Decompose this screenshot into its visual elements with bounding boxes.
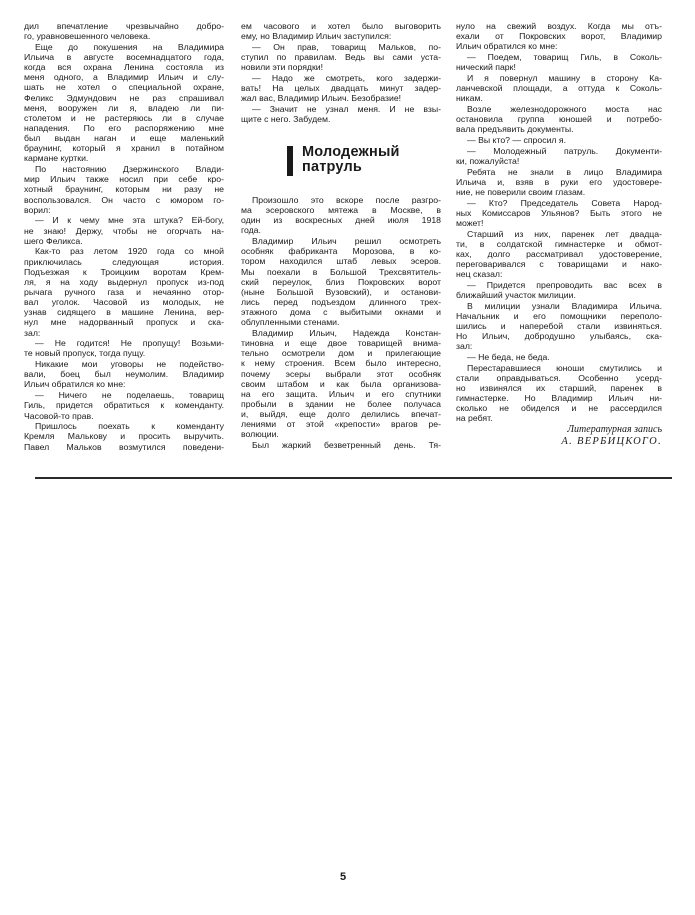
text-line: был выдан наган и еще маленький [24,133,224,144]
text-line: Ребята не знали в лицо Владимира [467,166,662,177]
text-line: ках, долго рассматривал удостоверение, [456,248,662,259]
text-line: Мы поехали в Большой Трехсвятитель- [241,266,441,277]
text-line: меня, вооружен ли я, владею ли пи- [24,102,224,113]
text-line: шего Феликса. [24,235,83,246]
text-line: те новый пропуск, тогда пущу. [24,348,146,359]
text-line: вала предъявить документы. [456,124,574,135]
text-line: Возле железнодорожного моста нас [467,103,662,114]
paragraph [24,338,224,358]
text-line: — Он прав, товарищ Мальков, по- [252,41,441,52]
article-column-3 [456,21,662,424]
text-line: своим штабом и как была организова- [241,378,441,389]
text-line: меня одного, а Владимир Ильич и слу- [24,72,224,83]
signature-caption: Литературная запись [567,424,662,435]
heading-line-2: патруль [302,159,362,175]
text-line: жал вас, Владимир Ильич. Безобразие! [241,93,402,104]
paragraph [456,229,662,280]
paragraph [456,73,662,103]
text-line: Был жаркий безветренный день. Тя- [252,440,441,451]
text-line: зал: [456,341,473,352]
text-line: — Значит не узнал меня. И не взы- [252,103,441,114]
text-line: ворил: [24,204,51,215]
text-line: волюции. [241,429,279,440]
text-line: воспользовался. Он часто с юмором го- [24,194,224,205]
text-line: года. [241,225,261,236]
text-line: вали, боец был неумолим. Владимир [24,369,224,380]
text-line: — Не беда, не беда. [467,352,550,363]
text-line: лись перед подъездом длинного трех- [241,297,441,307]
text-line: Феликс Эдмундович не раз спрашивал [24,92,224,103]
text-line: новили эти порядки! [241,62,324,73]
paragraph [456,363,662,424]
paragraph [456,301,662,352]
text-line: ступил по правилам. Ведь вы сами уста- [241,52,441,63]
text-line: Пришлось поехать к коменданту [35,421,224,432]
text-line: нический парк! [456,62,516,73]
paragraph [24,390,224,420]
text-line: Павел Мальков возмутился поведени- [24,441,224,452]
paragraph [456,104,662,134]
text-line: ланчевской площади, а оттуда к Соколь- [456,83,662,94]
text-line: В милиции узнали Владимира Ильича. [467,300,662,311]
text-line: Перестаравшиеся юноши смутились и [467,362,662,373]
text-line: на ребят. [456,413,493,424]
text-line: не знаю! Держу, чтобы не огорчать на- [24,225,224,236]
text-line: переговаривался с товарищами и нако- [456,258,662,269]
text-line: ему, но Владимир Ильич заступился: [241,31,392,42]
horizontal-divider [35,477,672,479]
text-line: к нему строения. Всем было интересно, [241,358,441,369]
text-line: — Надо же смотреть, кого задержи- [252,72,441,83]
article-column-1 [24,21,224,452]
text-line: По настоянию Дзержинского Влади- [35,164,224,175]
paragraph [241,104,441,124]
text-line: ский переулок, близ Покровских ворот [241,276,441,287]
heading-bar-ornament [287,146,293,176]
article-column-2-bottom [241,195,441,451]
text-line: мир Ильич также носил при себе кро- [24,174,224,185]
text-line: — Не годится! Не пропущу! Возьми- [35,338,224,349]
text-line: Часовой-то прав. [24,410,94,421]
text-line: — Придется препроводить вас всех в [467,279,662,290]
text-line: Подъезжая к Троицким воротам Крем- [24,266,224,277]
paragraph [24,42,224,164]
paragraph [456,52,662,72]
text-line: но извинялся их старший, паренек в [456,383,662,394]
paragraph [241,328,441,440]
text-line: — Ничего не поделаешь, товарищ [35,390,224,401]
text-line: и, выйдя, еще долго делились впечат- [241,409,441,420]
text-line: узнав сидящего в машине Ленина, вер- [24,307,224,318]
paragraph [456,280,662,300]
paragraph [241,440,441,450]
paragraph [241,21,441,41]
text-line: остановила группа юношей и потребо- [456,114,662,125]
text-line: — Поедем, товарищ Гиль, в Соколь- [467,52,662,63]
text-line: ных Комиссаров Ульянов? Быть этого не [456,207,662,218]
text-line: (ныне Большой Вузовский), и останови- [241,286,441,297]
paragraph [456,352,662,362]
paragraph [456,167,662,197]
paragraph [24,164,224,215]
text-line: — Кто? Председатель Совета Народ- [467,197,662,208]
text-line: приключилась следующая история. [24,256,224,267]
text-line: этажного дома с выбитыми окнами и [241,307,441,318]
text-line: Ильич обратился ко мне: [24,379,126,390]
text-line: может! [456,217,484,228]
text-line: рычага ручного газа и нечаянно отор- [24,287,224,298]
text-line: почему эсеры выбрали этот особняк [241,368,441,379]
text-line: хотный браунинг, которым ни разу не [24,184,224,195]
text-line: гимнастерке. Но Владимир Ильич ни- [456,393,662,404]
text-line: облупленными стенами. [241,317,340,328]
paragraph [456,135,662,145]
text-line: Но Ильич, добродушно улыбаясь, ска- [456,331,662,342]
paragraph [24,215,224,245]
text-line: один из воскресных дней июля 1918 [241,215,441,226]
page-number: 5 [340,871,347,883]
text-line: пробыли в здании не более получаса [241,399,441,409]
text-line: ля, я на ходу выдернул пропуск из-под [24,276,224,287]
text-line: Ильича и, взяв в руки его удостовере- [456,176,662,187]
text-line: вать! На целых двадцать минут задер- [241,83,441,94]
text-line: лениями от этой «крепости» врагов ре- [241,419,441,430]
text-line: нец сказал: [456,269,503,280]
text-line: дил впечатление чрезвычайно добро- [24,21,224,31]
text-line: го, уравновешенного человека. [24,31,151,42]
text-line: Владимир Ильич решил осмотреть [252,236,441,247]
text-line: вал уголок. Часовой из молодых, не [24,297,224,308]
paragraph [241,195,441,236]
text-line: Ильич обратился ко мне: [456,41,558,52]
text-line: нул мне надорванный пропуск и ска- [24,317,224,328]
text-line: Еще до покушения на Владимира [35,41,224,52]
text-line: стали оправдываться. Особенно усерд- [456,372,662,383]
text-line: тельно осмотрели дом и прилегающие [241,348,441,359]
article-column-2-top [241,21,441,125]
paragraph [24,421,224,451]
paragraph [456,146,662,166]
text-line: Владимир Ильич, Надежда Констан- [252,328,441,339]
paragraph [24,21,224,41]
text-line: ехали от Покровских ворот, Владимир [456,31,662,42]
text-line: тором находился штаб левых эсеров. [241,256,441,267]
paragraph [24,359,224,389]
text-line: И я повернул машину в сторону Ка- [467,72,662,83]
text-line: шать не хотел о специальной охране, [24,82,224,93]
text-line: столетом и не растеряюсь ли в случае [24,112,224,123]
text-line: — Молодежный патруль. Документи- [467,145,662,156]
text-line: — И к чему мне эта штука? Ей-богу, [35,215,224,226]
text-line: — Вы кто? — спросил я. [467,134,567,145]
text-line: Гиль, придется обратиться к коменданту. [24,400,224,411]
text-line: щите с него. Забудем. [241,114,331,125]
heading-line-1: Молодежный [302,144,400,160]
text-line: особняк фабриканта Морозова, в ко- [241,246,441,257]
text-line: нападения. По его распоряжению мне [24,123,224,133]
text-line: ки, пожалуйста! [456,155,520,166]
author-signature [561,424,662,448]
paragraph [456,21,662,51]
text-line: ма эсеровского мятежа в Москве, в [241,205,441,216]
text-line: ближайший участок милиции. [456,290,576,300]
text-line: ем часового и хотел было выговорить [241,21,441,31]
signature-author: А. ВЕРБИЦКОГО. [561,436,662,447]
text-line: ние, не поверили своим глазам. [456,186,586,197]
paragraph [241,236,441,327]
text-line: Ильича в августе восемнадцатого года, [24,52,224,63]
text-line: никам. [456,93,483,104]
text-line: Старший из них, паренек лет двадца- [467,228,662,239]
paragraph [24,246,224,337]
text-line: кармане куртки. [24,153,89,164]
text-line: Как-то раз летом 1920 года со мной [35,246,224,257]
text-line: нуло на свежий воздух. Когда мы отъ- [456,21,662,31]
paragraph [241,42,441,72]
text-line: Кремля Малькову и просить выручить. [24,431,224,442]
text-line: Начальник и его помощники переполо- [456,310,662,321]
text-line: на его защита. Ильич и его спутники [241,388,441,399]
paragraph [241,73,441,103]
text-line: тиновна и еще двое товарищей внима- [241,338,441,349]
section-heading-text [302,145,400,175]
text-line: браунинг, который я хранил в потайном [24,143,224,154]
paragraph [456,198,662,228]
text-line: зал: [24,327,41,338]
text-line: ти, в солдатской гимнастерке и обмот- [456,238,662,249]
text-line: когда вся охрана Ленина состояла из [24,62,224,73]
text-line: Произошло это вскоре после разгро- [252,195,441,205]
text-line: шились и наперебой стали извиняться. [456,321,662,332]
text-line: сколько не обиделся и не рассердился [456,403,662,414]
text-line: Никакие мои уговоры не подейство- [35,359,224,370]
